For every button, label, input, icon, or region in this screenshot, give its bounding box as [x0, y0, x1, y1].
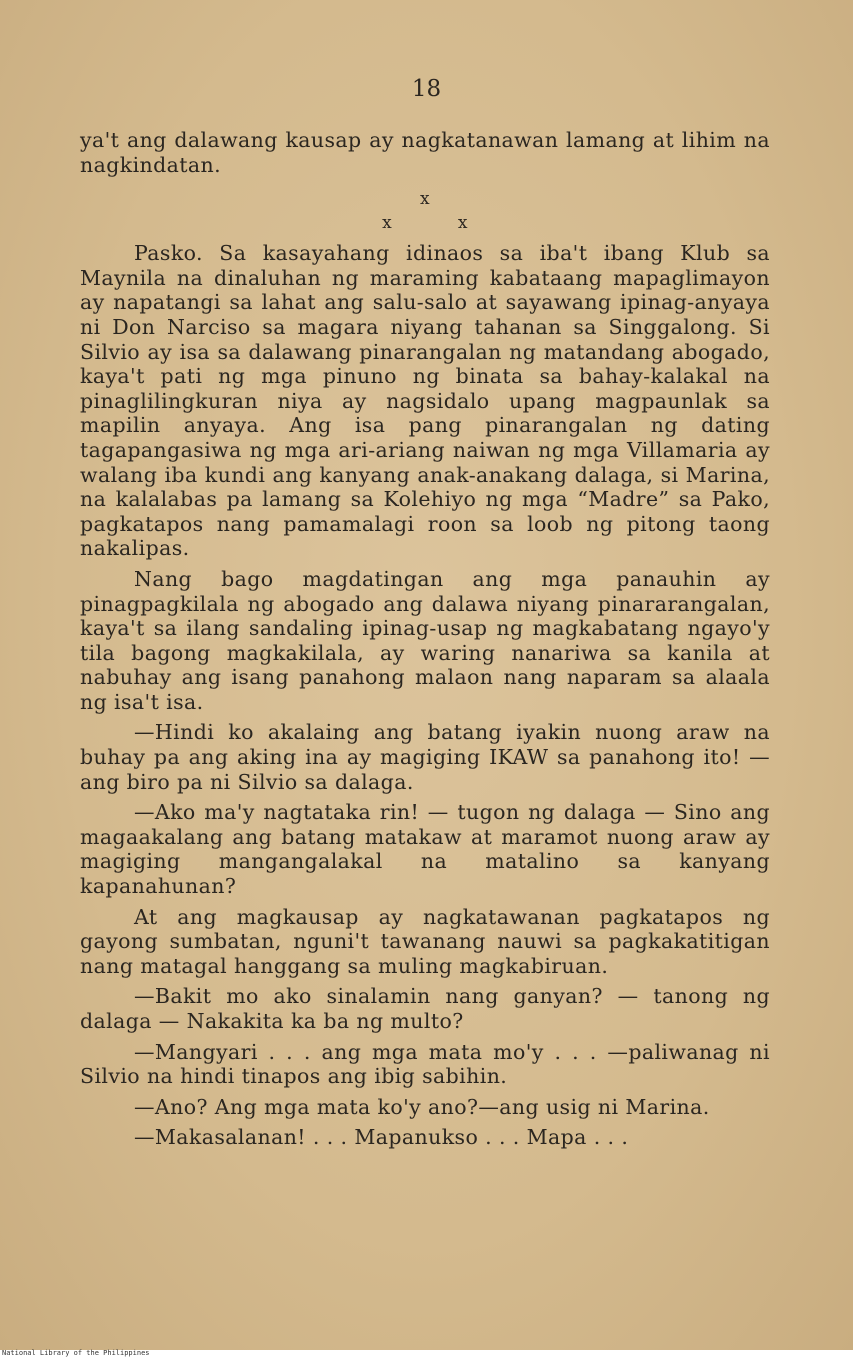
paragraph: —Makasalanan! . . . Mapanukso . . . Mapa . . .	[134, 1125, 629, 1150]
separator-bottom: x x	[382, 213, 468, 234]
paragraph: —Ako ma'y nagtataka rin! — tugon ng dalaga — Sino ang magaakalang ang batang matakaw at maramot nuong araw ay magiging mangangalakal na matalino sa kanyang kapanahunan?	[80, 800, 770, 899]
paragraph: —Bakit mo ako sinalamin nang ganyan? — tanong ng dalaga — Nakakita ka ba ng multo?	[80, 984, 770, 1033]
page-text	[80, 128, 770, 1150]
footer-credit: National Library of the Philippines	[2, 1349, 150, 1357]
separator-top: x	[420, 189, 430, 210]
page-number: 18	[411, 76, 442, 102]
paragraph: At ang magkausap ay nagkatawanan pagkatapos ng gayong sumbatan, nguni't tawanang nauwi sa pagkakatitigan nang matagal hanggang sa muling magkabiruan.	[80, 904, 770, 978]
paragraph: —Mangyari . . . ang mga mata mo'y . . . —paliwanag ni Silvio na hindi tinapos ang ibig sabihin.	[80, 1039, 770, 1089]
section-separator	[80, 187, 770, 235]
opening-paragraph: ya't ang dalawang kausap ay nagkatanawan lamang at lihim na nagkindatan.	[80, 128, 770, 177]
paragraph: —Ano? Ang mga mata ko'y ano?—ang usig ni Marina.	[134, 1094, 710, 1119]
paragraph: Nang bago magdatingan ang mga panauhin ay pinagpagkilala ng abogado ang dalawa niyang pinararangalan, kaya't sa ilang sandaling ipinag-usap ng magkabatang ngayo'y tila bagong magkakilala, ay waring nanariwa sa kanila at nabuhay ang isang panahong malaon nang naparam sa alaala ng isa't isa.	[80, 566, 770, 714]
footer-strip	[0, 1350, 853, 1358]
paragraph: Pasko. Sa kasayahang idinaos sa iba't ibang Klub sa Maynila na dinaluhan ng maraming kabataang mapaglimayon ay napatangi sa lahat ang salu-salo at sayawang ipinag-anyaya ni Don Narciso sa magara niyang tahanan sa Singgalong. Si Silvio ay isa sa dalawang pinarangalan ng matandang abogado, kaya't pati ng mga pinuno ng binata sa bahay-kalakal na pinaglilingkuran niya ay nagsidalo upang magpaunlak sa mapilin anyaya. Ang isa pang pinarangalan ng dating tagapangasiwa ng mga ari-ariang naiwan ng mga Villamaria ay walang iba kundi ang kanyang anak-anakang dalaga, si Marina, na kalalabas pa lamang sa Kolehiyo ng mga “Madre” sa Pako, pagkatapos nang pamamalagi roon sa loob ng pitong taong nakalipas.	[80, 241, 770, 561]
paragraph: —Hindi ko akalaing ang batang iyakin nuong araw na buhay pa ang aking ina ay magiging IKAW sa panahong ito! — ang biro pa ni Silvio sa dalaga.	[80, 720, 770, 794]
